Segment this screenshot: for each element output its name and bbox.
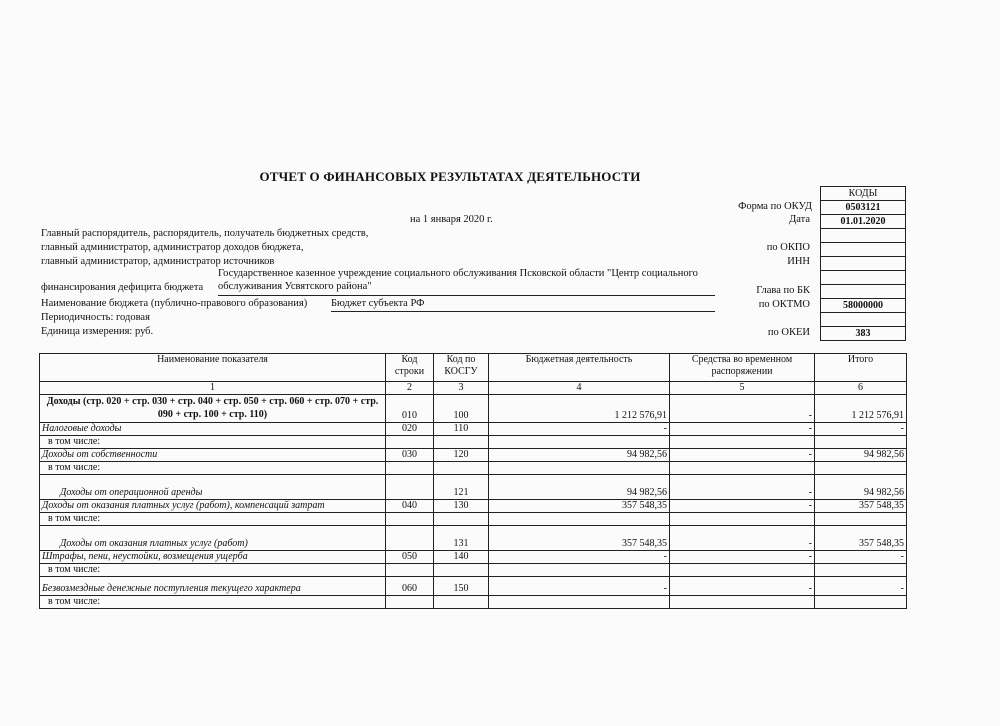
row-kosgu — [434, 513, 489, 526]
table-row — [40, 475, 907, 500]
table-row — [40, 564, 907, 577]
row-total: 357 548,35 — [815, 526, 907, 551]
table-row — [40, 436, 907, 449]
row-budget-activity: 1 212 576,91 — [489, 395, 670, 423]
row-kosgu: 150 — [434, 577, 489, 596]
row-kosgu: 120 — [434, 449, 489, 462]
row-temporary-funds — [670, 462, 815, 475]
row-code: 030 — [386, 449, 434, 462]
empty-code-cell — [821, 313, 906, 327]
empty-code-cell — [821, 271, 906, 285]
date-value: 01.01.2020 — [821, 215, 906, 229]
row-name: Доходы от собственности — [40, 449, 386, 462]
oktmo-label: по ОКТМО — [758, 299, 810, 310]
organization-underline — [218, 295, 715, 296]
row-kosgu — [434, 462, 489, 475]
glava-label: Глава по БК — [756, 285, 810, 296]
row-name: в том числе: — [40, 462, 386, 475]
codes-header: КОДЫ — [821, 187, 906, 201]
table-row — [40, 526, 907, 551]
header-indicator-name: Наименование показателя — [40, 354, 386, 382]
row-temporary-funds: - — [670, 500, 815, 513]
row-kosgu — [434, 596, 489, 609]
table-row — [40, 551, 907, 564]
header-kosgu-code: Код по КОСГУ — [434, 354, 489, 382]
row-temporary-funds: - — [670, 423, 815, 436]
row-total: - — [815, 577, 907, 596]
row-temporary-funds: - — [670, 449, 815, 462]
unit-of-measure: Единица измерения: руб. — [41, 326, 154, 337]
row-code — [386, 526, 434, 551]
row-budget-activity: 357 548,35 — [489, 526, 670, 551]
row-total: 94 982,56 — [815, 449, 907, 462]
row-budget-activity: - — [489, 551, 670, 564]
row-budget-activity: - — [489, 577, 670, 596]
row-name: Доходы от оказания платных услуг (работ) — [40, 526, 386, 551]
row-temporary-funds: - — [670, 577, 815, 596]
row-kosgu — [434, 436, 489, 449]
recipient-line-3: главный администратор, администратор источников — [41, 256, 275, 267]
row-temporary-funds: - — [670, 526, 815, 551]
row-total — [815, 513, 907, 526]
row-code — [386, 475, 434, 500]
date-label: Дата — [789, 214, 810, 225]
inn-label: ИНН — [787, 256, 810, 267]
row-temporary-funds — [670, 436, 815, 449]
row-total: 94 982,56 — [815, 475, 907, 500]
glava-value — [821, 285, 906, 299]
organization-name-line-2: обслуживания Усвятского района" — [218, 281, 372, 292]
row-name: Налоговые доходы — [40, 423, 386, 436]
row-total: 357 548,35 — [815, 500, 907, 513]
row-total — [815, 596, 907, 609]
row-kosgu: 110 — [434, 423, 489, 436]
row-temporary-funds — [670, 596, 815, 609]
periodicity: Периодичность: годовая — [41, 312, 150, 323]
row-budget-activity: 357 548,35 — [489, 500, 670, 513]
row-budget-activity: 94 982,56 — [489, 475, 670, 500]
okei-value: 383 — [821, 327, 906, 341]
row-budget-activity: - — [489, 423, 670, 436]
codes-box — [820, 186, 906, 341]
table-row — [40, 395, 907, 423]
budget-name-value: Бюджет субъекта РФ — [331, 298, 425, 309]
row-code — [386, 564, 434, 577]
row-total: - — [815, 423, 907, 436]
column-number: 1 — [40, 382, 386, 395]
row-kosgu: 100 — [434, 395, 489, 423]
row-temporary-funds: - — [670, 475, 815, 500]
table-row — [40, 449, 907, 462]
inn-value — [821, 257, 906, 271]
table-row — [40, 577, 907, 596]
report-date-line: на 1 января 2020 г. — [410, 214, 493, 225]
row-code: 050 — [386, 551, 434, 564]
header-total: Итого — [815, 354, 907, 382]
empty-code-cell — [821, 229, 906, 243]
row-kosgu: 121 — [434, 475, 489, 500]
row-code: 040 — [386, 500, 434, 513]
table-row — [40, 596, 907, 609]
column-number: 2 — [386, 382, 434, 395]
okud-label: Форма по ОКУД — [738, 201, 812, 212]
row-name: Доходы (стр. 020 + стр. 030 + стр. 040 + стр. 050 + стр. 060 + стр. 070 + стр. 090 + стр. 100 + стр. 110) — [40, 395, 386, 423]
table-row — [40, 513, 907, 526]
row-name: в том числе: — [40, 596, 386, 609]
recipient-line-4: финансирования дефицита бюджета — [41, 282, 204, 293]
column-number: 3 — [434, 382, 489, 395]
row-code: 020 — [386, 423, 434, 436]
row-kosgu: 131 — [434, 526, 489, 551]
row-name: Штрафы, пени, неустойки, возмещения ущерба — [40, 551, 386, 564]
row-temporary-funds — [670, 513, 815, 526]
table-row — [40, 462, 907, 475]
row-budget-activity — [489, 596, 670, 609]
row-total — [815, 564, 907, 577]
row-code — [386, 462, 434, 475]
row-code — [386, 436, 434, 449]
column-numbers-row — [40, 382, 907, 395]
row-budget-activity — [489, 513, 670, 526]
column-number: 6 — [815, 382, 907, 395]
oktmo-value: 58000000 — [821, 299, 906, 313]
row-name: в том числе: — [40, 513, 386, 526]
column-number: 4 — [489, 382, 670, 395]
row-budget-activity: 94 982,56 — [489, 449, 670, 462]
row-kosgu — [434, 564, 489, 577]
row-temporary-funds: - — [670, 551, 815, 564]
report-title: ОТЧЕТ О ФИНАНСОВЫХ РЕЗУЛЬТАТАХ ДЕЯТЕЛЬНОСТИ — [259, 169, 641, 184]
header-row-code: Код строки — [386, 354, 434, 382]
okud-value: 0503121 — [821, 201, 906, 215]
row-code — [386, 596, 434, 609]
header-temporary-funds: Средства во временном распоряжении — [670, 354, 815, 382]
column-number: 5 — [670, 382, 815, 395]
row-total — [815, 436, 907, 449]
row-total: 1 212 576,91 — [815, 395, 907, 423]
okpo-value — [821, 243, 906, 257]
row-name: Безвозмездные денежные поступления текущего характера — [40, 577, 386, 596]
row-kosgu: 130 — [434, 500, 489, 513]
row-budget-activity — [489, 564, 670, 577]
table-header-row — [40, 354, 907, 382]
row-total: - — [815, 551, 907, 564]
header-budget-activity: Бюджетная деятельность — [489, 354, 670, 382]
row-name: Доходы от операционной аренды — [40, 475, 386, 500]
row-code: 010 — [386, 395, 434, 423]
row-code: 060 — [386, 577, 434, 596]
row-temporary-funds — [670, 564, 815, 577]
row-total — [815, 462, 907, 475]
budget-name-label: Наименование бюджета (публично-правового образования) — [41, 298, 308, 309]
table-row — [40, 423, 907, 436]
row-budget-activity — [489, 436, 670, 449]
recipient-line-1: Главный распорядитель, распорядитель, получатель бюджетных средств, — [41, 228, 369, 239]
recipient-line-2: главный администратор, администратор доходов бюджета, — [41, 242, 304, 253]
okei-label: по ОКЕИ — [767, 327, 810, 338]
row-code — [386, 513, 434, 526]
row-name: Доходы от оказания платных услуг (работ), компенсаций затрат — [40, 500, 386, 513]
row-temporary-funds: - — [670, 395, 815, 423]
budget-underline — [331, 311, 715, 312]
okpo-label: по ОКПО — [766, 242, 810, 253]
row-budget-activity — [489, 462, 670, 475]
organization-name-line-1: Государственное казенное учреждение социального обслуживания Псковской области "Центр социального — [218, 268, 698, 279]
row-name: в том числе: — [40, 564, 386, 577]
row-kosgu: 140 — [434, 551, 489, 564]
row-name: в том числе: — [40, 436, 386, 449]
table-row — [40, 500, 907, 513]
financial-results-table — [39, 353, 907, 609]
